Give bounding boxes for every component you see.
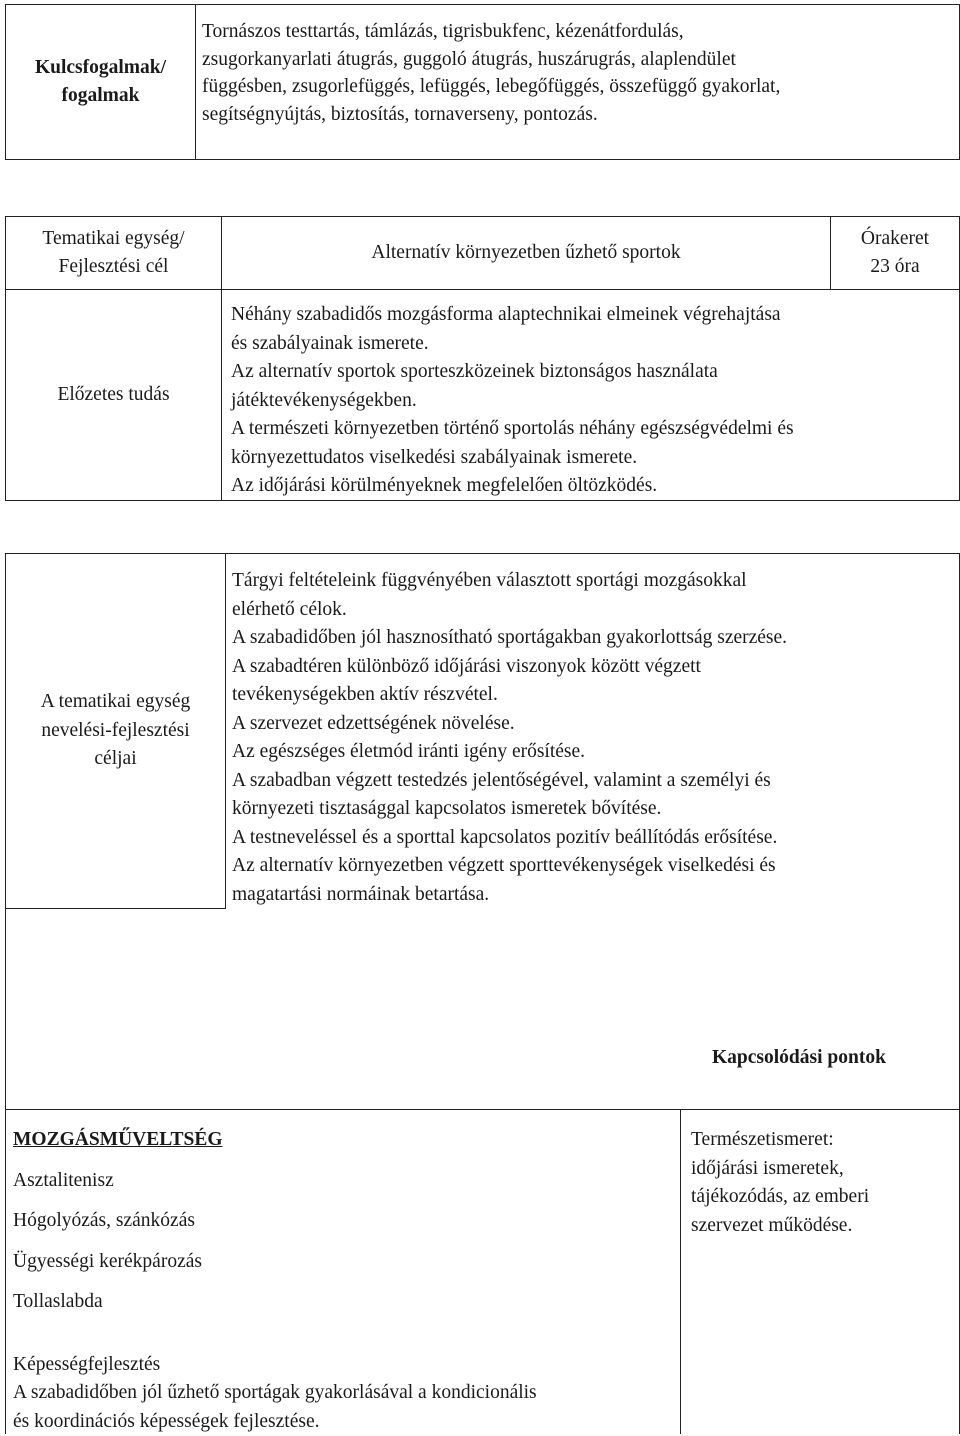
elozetes-text-line: és szabályainak ismerete. — [231, 330, 959, 359]
mozgas-cell — [5, 1109, 680, 1434]
elozetes-text-line: Néhány szabadidős mozgásforma alaptechnikai elmeinek végrehajtása — [231, 301, 959, 330]
celjai-text-line: magatartási normáinak betartása. — [232, 881, 959, 910]
elozetes-text-line: Az időjárási körülményeknek megfelelően öltözködés. — [231, 472, 959, 501]
termeszetismeret-line: tájékozódás, az emberi — [691, 1183, 959, 1212]
kulcsfogalmak-text-line: függésben, zsugorlefüggés, lefüggés, lebegőfüggés, összefüggő gyakorlat, — [202, 73, 959, 101]
mozgas-item: Hógolyózás, szánkózás — [13, 1207, 680, 1236]
elozetes-text-line: játéktevékenységekben. — [231, 387, 959, 416]
termeszetismeret-line: Természetismeret: — [691, 1126, 959, 1155]
kapcsolodasi-header: Kapcsolódási pontok — [712, 1044, 886, 1073]
celjai-label-cell — [5, 553, 225, 909]
elozetes-text-line: A természeti környezetben történő sportolás néhány egészségvédelmi és — [231, 415, 959, 444]
kulcsfogalmak-text-line: zsugorkanyarlati átugrás, guggoló átugrás, huszárugrás, alaplendület — [202, 46, 959, 74]
orakeret-cell — [830, 216, 960, 289]
kulcsfogalmak-text-line: Tornászos testtartás, támlázás, tigrisbukfenc, kézenátfordulás, — [202, 18, 959, 46]
celjai-text-line: A szabadidőben jól hasznosítható sportágakban gyakorlottság szerzése. — [232, 624, 959, 653]
kulcsfogalmak-text-line: segítségnyújtás, biztosítás, tornaverseny, pontozás. — [202, 101, 959, 129]
elozetes-label-cell — [5, 289, 221, 501]
celjai-text-line: tevékenységekben aktív részvétel. — [232, 681, 959, 710]
tematikai-label-line-2: Fejlesztési cél — [59, 253, 169, 282]
celjai-text-line: A szabadtéren különböző időjárási viszonyok között végzett — [232, 653, 959, 682]
kepesseg-line: és koordinációs képességek fejlesztése. — [13, 1408, 680, 1436]
celjai-text-line: elérhető célok. — [232, 596, 959, 625]
mozgas-item: Ügyességi kerékpározás — [13, 1248, 680, 1277]
kulcsfogalmak-text-cell — [195, 4, 960, 160]
termeszetismeret-cell — [680, 1109, 960, 1434]
mozgas-item: Asztalitenisz — [13, 1167, 680, 1196]
elozetes-text-line: Az alternatív sportok sporteszközeinek biztonságos használata — [231, 358, 959, 387]
kepesseg-title: Képességfejlesztés — [13, 1351, 680, 1380]
celjai-label-line-3: céljai — [94, 745, 136, 774]
celjai-text-line: A testneveléssel és a sporttal kapcsolatos pozitív beállítódás erősítése. — [232, 824, 959, 853]
kapcsolodasi-spacer-cell — [5, 909, 960, 1109]
orakeret-label: Órakeret — [861, 225, 929, 254]
celjai-text-line: A szabadban végzett testedzés jelentőségével, valamint a személyi és — [232, 767, 959, 796]
celjai-label-line-2: nevelési-fejlesztési — [41, 717, 189, 746]
celjai-text-cell — [225, 553, 960, 909]
celjai-text-line: Tárgyi feltételeink függvényében választott sportági mozgásokkal — [232, 567, 959, 596]
elozetes-text-cell — [221, 289, 960, 501]
celjai-label-line-1: A tematikai egység — [41, 688, 190, 717]
tematikai-title-cell — [221, 216, 830, 289]
kulcsfogalmak-label-line-2: fogalmak — [62, 82, 140, 111]
mozgas-item: Tollaslabda — [13, 1288, 680, 1317]
elozetes-label: Előzetes tudás — [57, 381, 169, 410]
termeszetismeret-line: szervezet működése. — [691, 1212, 959, 1241]
mozgas-title: MOZGÁSMŰVELTSÉG — [13, 1126, 680, 1155]
kulcsfogalmak-label-cell — [5, 4, 195, 160]
celjai-text-line: Az egészséges életmód iránti igény erősítése. — [232, 738, 959, 767]
tematikai-label-cell — [5, 216, 221, 289]
celjai-text-line: környezeti tisztasággal kapcsolatos ismeretek bővítése. — [232, 795, 959, 824]
elozetes-text-line: környezettudatos viselkedési szabályainak ismerete. — [231, 444, 959, 473]
kulcsfogalmak-label-line-1: Kulcsfogalmak/ — [35, 54, 166, 83]
orakeret-value: 23 óra — [870, 253, 919, 282]
termeszetismeret-line: időjárási ismeretek, — [691, 1155, 959, 1184]
tematikai-title: Alternatív környezetben űzhető sportok — [371, 239, 680, 268]
kepesseg-line: A szabadidőben jól űzhető sportágak gyakorlásával a kondicionális — [13, 1379, 680, 1408]
tematikai-label-line-1: Tematikai egység/ — [42, 225, 184, 254]
celjai-text-line: Az alternatív környezetben végzett sporttevékenységek viselkedési és — [232, 852, 959, 881]
celjai-text-line: A szervezet edzettségének növelése. — [232, 710, 959, 739]
